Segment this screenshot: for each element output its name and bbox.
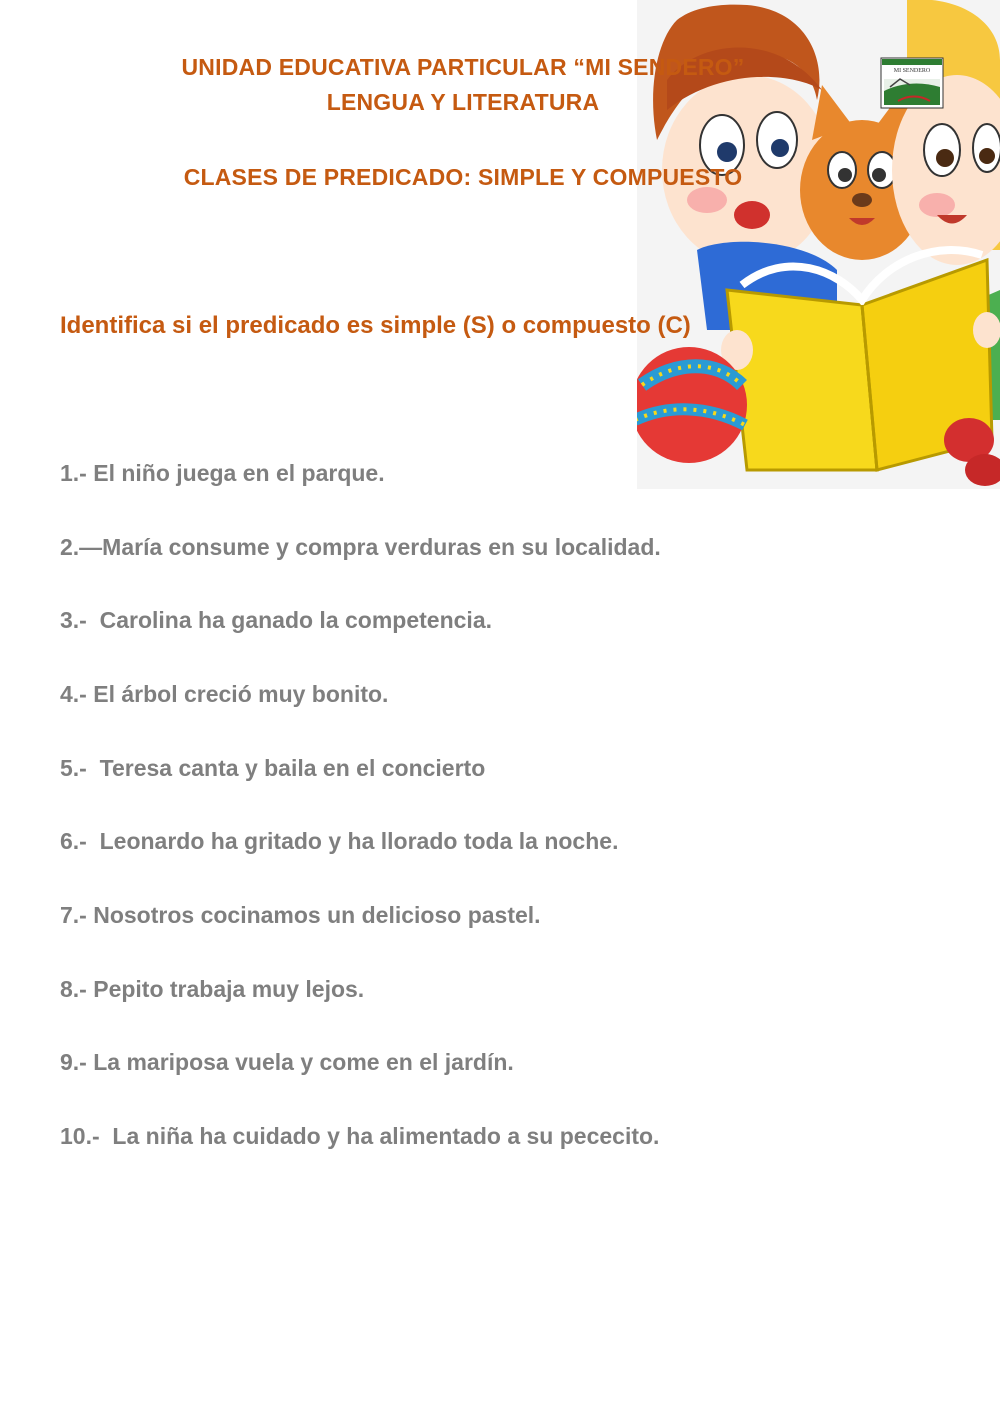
list-item: 2.—María consume y compra verduras en su localidad. xyxy=(60,534,661,560)
list-item: 1.- El niño juega en el parque. xyxy=(60,460,385,486)
list-item: 5.- Teresa canta y baila en el concierto xyxy=(60,755,486,781)
topic-title: CLASES DE PREDICADO: SIMPLE Y COMPUESTO xyxy=(183,164,743,190)
list-item: 9.- La mariposa vuela y come en el jardín. xyxy=(60,1049,514,1075)
list-item: 3.- Carolina ha ganado la competencia. xyxy=(60,607,493,633)
list-item: 7.- Nosotros cocinamos un delicioso pastel. xyxy=(60,902,541,928)
logo-text: MI SENDERO xyxy=(893,68,931,74)
school-name: UNIDAD EDUCATIVA PARTICULAR “MI SENDERO” xyxy=(181,54,745,80)
list-item: 6.- Leonardo ha gritado y ha llorado toda la noche. xyxy=(60,828,619,854)
list-item: 10.- La niña ha cuidado y ha alimentado a su pececito. xyxy=(60,1123,660,1149)
list-item: 8.- Pepito trabaja muy lejos. xyxy=(60,976,365,1002)
list-item: 4.- El árbol creció muy bonito. xyxy=(60,681,389,707)
instruction: Identifica si el predicado es simple (S) o compuesto (C) xyxy=(60,312,691,339)
subject-title: LENGUA Y LITERATURA xyxy=(326,89,600,115)
